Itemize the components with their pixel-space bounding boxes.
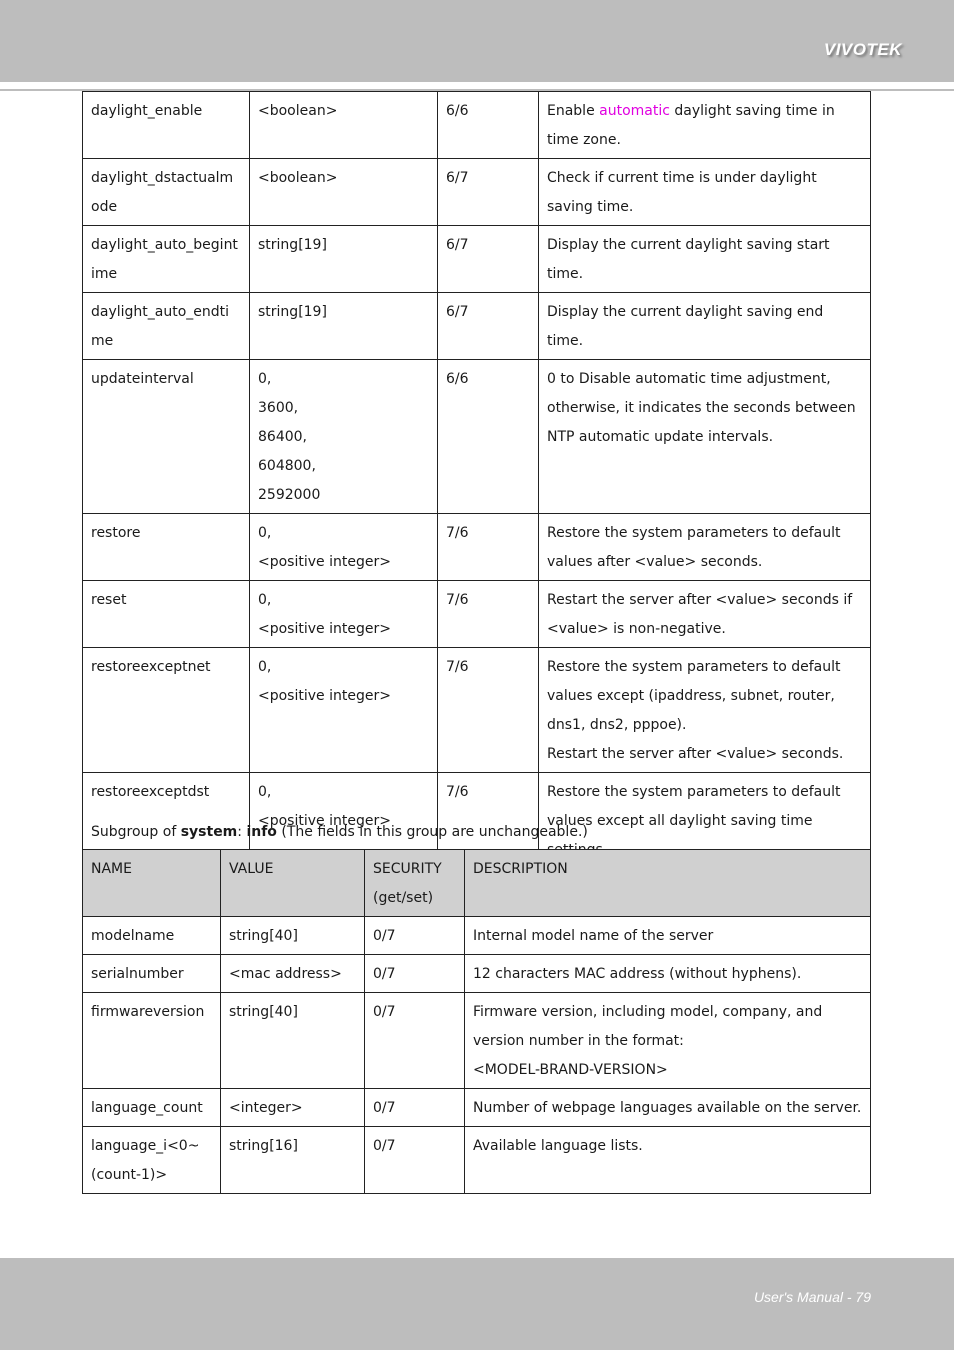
parameters-table-info bbox=[82, 849, 871, 1194]
param-value: 0, 3600, 86400, 604800, 2592000 bbox=[250, 360, 438, 514]
param-security: 6/7 bbox=[438, 159, 539, 226]
param-security: 6/6 bbox=[438, 92, 539, 159]
param-description: Number of webpage languages available on the server. bbox=[465, 1089, 871, 1127]
param-security: 0/7 bbox=[365, 1127, 465, 1194]
param-value: string[19] bbox=[250, 226, 438, 293]
param-value: string[19] bbox=[250, 293, 438, 360]
param-description: Check if current time is under daylight saving time. bbox=[539, 159, 871, 226]
brand-logo: VIVOTEK bbox=[823, 40, 902, 59]
param-description: Restore the system parameters to default values except all daylight saving time bbox=[539, 773, 871, 869]
param-value: string[40] bbox=[221, 993, 365, 1089]
param-security: 0/7 bbox=[365, 955, 465, 993]
param-name: restoreexceptnet bbox=[83, 648, 250, 773]
table-row bbox=[83, 955, 871, 993]
param-value: 0, <positive integer> bbox=[250, 648, 438, 773]
table-row bbox=[83, 514, 871, 581]
param-value: 0, <positive integer> bbox=[250, 773, 438, 869]
param-name: firmwareversion bbox=[83, 993, 221, 1089]
param-name: daylight_auto_begintime bbox=[83, 226, 250, 293]
param-security: 7/6 bbox=[438, 514, 539, 581]
table-row bbox=[83, 1127, 871, 1194]
param-description: Restore the system parameters to default values except (ipaddress, subnet, router, dns1, dns2, pppoe). Restart the server after <value> seconds. bbox=[539, 648, 871, 773]
table-row bbox=[83, 92, 871, 159]
param-name: modelname bbox=[83, 917, 221, 955]
param-description: 0 to Disable automatic time adjustment, otherwise, it indicates the seconds between NTP automatic update intervals. bbox=[539, 360, 871, 514]
param-value: <boolean> bbox=[250, 159, 438, 226]
param-name: language_count bbox=[83, 1089, 221, 1127]
column-header-name: NAME bbox=[83, 850, 221, 917]
table-row bbox=[83, 226, 871, 293]
table-row bbox=[83, 360, 871, 514]
param-value: 0, <positive integer> bbox=[250, 514, 438, 581]
param-security: 6/7 bbox=[438, 226, 539, 293]
subgroup-heading: Subgroup of system: info (The fields in this group are unchangeable.) bbox=[91, 824, 588, 840]
param-name: restore bbox=[83, 514, 250, 581]
table-row bbox=[83, 1089, 871, 1127]
param-description: Enable automatic daylight saving time in time zone. bbox=[539, 92, 871, 159]
param-name: serialnumber bbox=[83, 955, 221, 993]
table-row bbox=[83, 159, 871, 226]
parameters-table-system bbox=[82, 91, 871, 869]
param-name: daylight_enable bbox=[83, 92, 250, 159]
param-security: 0/7 bbox=[365, 1089, 465, 1127]
param-description: Display the current daylight saving end time. bbox=[539, 293, 871, 360]
param-security: 7/6 bbox=[438, 773, 539, 869]
param-security: 6/7 bbox=[438, 293, 539, 360]
param-name: language_i<0~(count-1)> bbox=[83, 1127, 221, 1194]
table-row bbox=[83, 993, 871, 1089]
column-header-value: VALUE bbox=[221, 850, 365, 917]
param-value: <boolean> bbox=[250, 92, 438, 159]
param-name: reset bbox=[83, 581, 250, 648]
param-value: <mac address> bbox=[221, 955, 365, 993]
param-name: daylight_auto_endtime bbox=[83, 293, 250, 360]
param-security: 7/6 bbox=[438, 581, 539, 648]
highlighted-word: automatic bbox=[599, 103, 670, 119]
param-name: daylight_dstactualmode bbox=[83, 159, 250, 226]
table-row bbox=[83, 648, 871, 773]
column-header-description: DESCRIPTION bbox=[465, 850, 871, 917]
param-security: 7/6 bbox=[438, 648, 539, 773]
param-value: string[16] bbox=[221, 1127, 365, 1194]
param-description: Display the current daylight saving start time. bbox=[539, 226, 871, 293]
page-number: User's Manual - 79 bbox=[753, 1289, 871, 1305]
column-header-security: SECURITY (get/set) bbox=[365, 850, 465, 917]
table-row bbox=[83, 293, 871, 360]
page-header-bar bbox=[0, 0, 954, 82]
param-value: <integer> bbox=[221, 1089, 365, 1127]
param-security: 6/6 bbox=[438, 360, 539, 514]
param-name: restoreexceptdst bbox=[83, 773, 250, 869]
param-description: 12 characters MAC address (without hyphens). bbox=[465, 955, 871, 993]
param-security: 0/7 bbox=[365, 993, 465, 1089]
param-name: updateinterval bbox=[83, 360, 250, 514]
table-row bbox=[83, 581, 871, 648]
param-value: string[40] bbox=[221, 917, 365, 955]
param-security: 0/7 bbox=[365, 917, 465, 955]
param-description: Firmware version, including model, company, and version number in the format: <MODEL-BRAND-VERSION> bbox=[465, 993, 871, 1089]
param-value: 0, <positive integer> bbox=[250, 581, 438, 648]
table-header-row bbox=[83, 850, 871, 917]
param-description: Available language lists. bbox=[465, 1127, 871, 1194]
param-description: Internal model name of the server bbox=[465, 917, 871, 955]
table-row bbox=[83, 917, 871, 955]
param-description: Restart the server after <value> seconds if <value> is non-negative. bbox=[539, 581, 871, 648]
param-description: Restore the system parameters to default values after <value> seconds. bbox=[539, 514, 871, 581]
